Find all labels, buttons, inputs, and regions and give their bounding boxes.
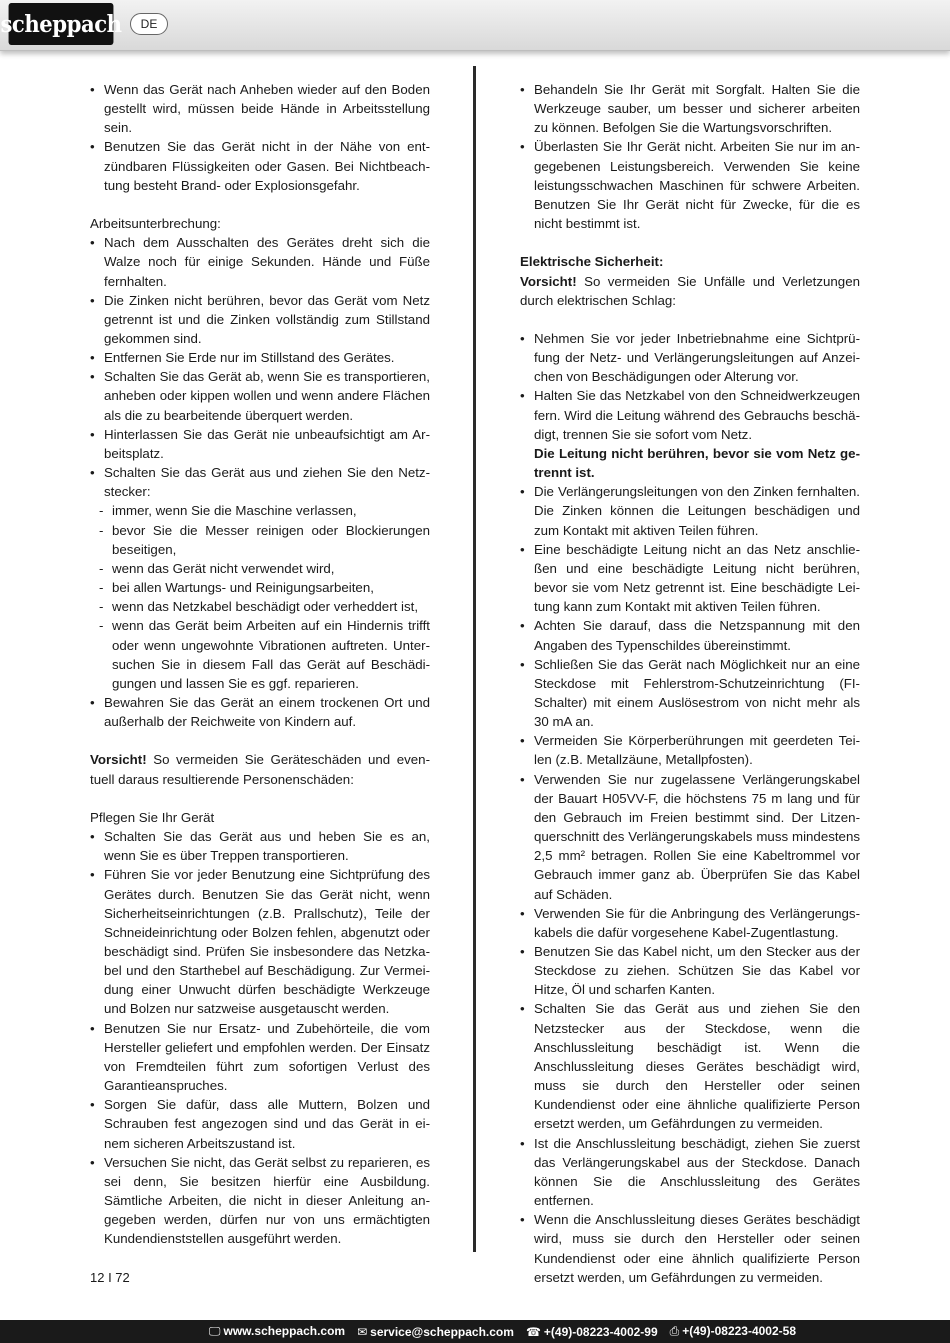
- bullet-marker: •: [90, 465, 95, 481]
- caution-paragraph: [520, 272, 860, 310]
- item-text: Entfernen Sie Erde nur im Stillstand des Gerätes.: [104, 350, 395, 366]
- item-text: wenn das Gerät beim Arbeiten auf ein Hindernis trifft oder wenn ungewohnte Vibrationen auftreten. Untersuchen Sie in diesem Fall das Gerät auf Beschädigungen und lassen Sie es ggf. reparieren.: [112, 618, 430, 691]
- caution-text: So vermeiden Sie Geräteschäden und eventuell daraus resultierende Personenschäden:: [90, 752, 430, 787]
- item-text: Nach dem Ausschalten des Gerätes dreht sich die Walze noch für einige Sekunden. Hände und Füße fernhalten.: [104, 235, 430, 289]
- spacer: [520, 310, 860, 329]
- item-text: Sorgen Sie dafür, dass alle Muttern, Bolzen und Schrauben fest angezogen sind und das Gerät in einem sicheren Arbeitszustand ist.: [104, 1097, 430, 1151]
- dash-item: [90, 616, 430, 693]
- item-text: Schalten Sie das Gerät ab, wenn Sie es transportieren, anheben oder kippen wollen und wenn andere Flächen als die zu bearbeitende überquert werden.: [104, 369, 430, 423]
- caution-paragraph: [90, 750, 430, 788]
- item-text: Schalten Sie das Gerät aus und ziehen Sie den Netzstecker aus der Steckdose, wenn die Anschlussleitung beschädigt ist. Wenn die Anschlussleitung dieses Gerätes beschädigt wird, muss sie durch den Hersteller oder seinen Kundendienst oder eine ähnliche qualifizierte Person ersetzt werden, um Gefährdungen zu vermeiden.: [534, 1001, 860, 1132]
- dash-marker: -: [99, 522, 104, 538]
- bullet-item: [520, 942, 860, 999]
- bullet-item: [520, 80, 860, 137]
- bullet-item: [90, 463, 430, 501]
- bullet-item: [520, 386, 860, 443]
- item-text: Führen Sie vor jeder Benutzung eine Sichtprüfung des Gerätes durch. Benutzen Sie das Gerät nicht, wenn Sicherheitseinrichtungen (z.B. Prallschutz), Teile der Schneideinrichtung oder Bolzen fehlen, abgenutzt oder beschädigt sind. Prüfen Sie insbesondere das Netzkabel und den Starthebel auf Beschädigung. Zur Vermeidung einer Unwucht dürfen beschädigte Werkzeuge und Bolzen nur satzweise ausgetauscht werden.: [104, 867, 430, 1017]
- language-badge: DE: [130, 13, 168, 35]
- item-text: Halten Sie das Netzkabel von den Schneidwerkzeugen fern. Wird die Leitung während des Gebrauchs beschädigt, trennen Sie sie sofort vom Netz.: [534, 388, 860, 442]
- footer-email[interactable]: ✉ service@scheppach.com: [357, 1324, 514, 1339]
- item-text: bei allen Wartungs- und Reinigungsarbeiten,: [112, 580, 374, 596]
- warning-note: Die Leitung nicht berühren, bevor sie vom Netz getrennt ist.: [534, 445, 860, 481]
- item-text: Überlasten Sie Ihr Gerät nicht. Arbeiten Sie nur im angegebenen Leistungsbereich. Verwenden Sie keine leistungsschwachen Maschinen für schwere Arbeiten. Benutzen Sie Ihr Gerät nicht für Zwecke, für die es nicht bestimmt ist.: [534, 139, 860, 232]
- bullet-item: [520, 1210, 860, 1287]
- bullet-item: [90, 865, 430, 1018]
- bullet-item: [90, 367, 430, 424]
- item-text: Schalten Sie das Gerät aus und heben Sie es an, wenn Sie es über Treppen transportieren.: [104, 829, 430, 864]
- bullet-item: [520, 770, 860, 904]
- dash-marker: -: [99, 618, 104, 634]
- dash-item: [90, 578, 430, 597]
- item-text: Nehmen Sie vor jeder Inbetriebnahme eine Sichtprüfung der Netz- und Verlängerungsleitungen auf Anzeichen von Beschädigungen oder Alterung vor.: [534, 331, 860, 385]
- bullet-item: [90, 827, 430, 865]
- item-text: Vermeiden Sie Körperberührungen mit geerdeten Teilen (z.B. Metallzäune, Metallpfosten).: [534, 733, 860, 768]
- bullet-item: [520, 1134, 860, 1211]
- dash-marker: -: [99, 580, 104, 596]
- bullet-item: [520, 137, 860, 233]
- fax-icon: ⎙: [669, 1324, 680, 1338]
- bullet-marker: •: [90, 369, 95, 385]
- item-text: Verwenden Sie für die Anbringung des Verlängerungskabels die dafür vorgesehene Kabel-Zugentlastung.: [534, 905, 860, 940]
- bullet-marker: •: [90, 82, 95, 97]
- section-label: Pflegen Sie Ihr Gerät: [90, 809, 215, 825]
- bullet-item: [520, 655, 860, 732]
- bullet-item: [520, 540, 860, 617]
- dash-item: [90, 521, 430, 559]
- item-text: Die Zinken nicht berühren, bevor das Gerät vom Netz getrennt ist und die Zinken vollständig zum Stillstand gekommen sind.: [104, 292, 430, 347]
- bullet-item: [90, 1019, 430, 1096]
- bullet-item: [90, 233, 430, 290]
- bullet-marker: •: [90, 1154, 95, 1170]
- bullet-marker: •: [90, 1020, 95, 1036]
- bullet-marker: •: [90, 350, 95, 366]
- bullet-marker: •: [520, 82, 525, 97]
- item-text: Benutzen Sie das Kabel nicht, um den Stecker aus der Steckdose zu ziehen. Schützen Sie das Kabel vor Hitze, Öl und scharfen Kanten.: [534, 944, 860, 998]
- dash-item: [90, 559, 430, 578]
- item-text: wenn das Netzkabel beschädigt oder verheddert ist,: [112, 599, 419, 615]
- right-column: [520, 80, 860, 1287]
- bullet-item: [90, 1153, 430, 1249]
- item-text: Wenn das Gerät nach Anheben wieder auf den Boden gestellt wird, müssen beide Hände in Arbeitsstellung sein.: [104, 82, 430, 136]
- bullet-item: [520, 482, 860, 539]
- caution-label: Vorsicht!: [90, 752, 147, 768]
- dash-item: [90, 501, 430, 520]
- bullet-item: [90, 137, 430, 194]
- bullet-marker: •: [520, 331, 525, 346]
- footer-phone: ☎ +(49)-08223-4002-99: [525, 1324, 658, 1339]
- monitor-icon: 🖵: [208, 1324, 221, 1338]
- item-text: Ist die Anschlussleitung beschädigt, ziehen Sie zuerst das Verlängerungskabel aus der Steckdose. Danach können Sie die Anschlussleitung des Gerätes entfernen.: [534, 1135, 860, 1209]
- bullet-item: [90, 291, 430, 348]
- bullet-marker: •: [520, 905, 525, 921]
- item-text: Hinterlassen Sie das Gerät nie unbeaufsichtigt am Arbeitsplatz.: [104, 426, 430, 461]
- dash-marker: -: [99, 503, 104, 519]
- item-text: Behandeln Sie Ihr Gerät mit Sorgfalt. Halten Sie die Werkzeuge sauber, um besser und sicherer arbeiten zu können. Befolgen Sie die Wartungsvorschriften.: [534, 82, 860, 136]
- item-text: Achten Sie darauf, dass die Netzspannung mit den Angaben des Typenschildes übereinstimmt.: [534, 618, 860, 653]
- bullet-marker: •: [520, 388, 525, 404]
- item-text: Versuchen Sie nicht, das Gerät selbst zu reparieren, es sei denn, Sie besitzen hierfür eine Ausbildung. Sämtliche Arbeiten, die nicht in dieser Anleitung angegeben werden, dürfen nur von uns ermächtigten Kundendienststellen ausgeführt werden.: [104, 1154, 430, 1247]
- bullet-marker: •: [520, 944, 525, 959]
- bullet-marker: •: [90, 139, 95, 155]
- item-text: Eine beschädigte Leitung nicht an das Netz anschließen und eine beschädigte Leitung nicht berühren, bevor sie vom Netz getrennt ist. Eine beschädigte Leitung kann zum Kontakt mit aktiven Teilen führen.: [534, 541, 860, 615]
- item-text: Die Verlängerungsleitungen von den Zinken fernhalten. Die Zinken können die Leitungen beschädigen und zum Kontakt mit aktiven Teilen führen.: [534, 484, 860, 538]
- column-divider: [473, 66, 476, 1252]
- bullet-item: [520, 731, 860, 769]
- bullet-marker: •: [90, 694, 95, 710]
- bullet-marker: •: [520, 139, 525, 155]
- bullet-item: [90, 1095, 430, 1152]
- bullet-marker: •: [90, 292, 95, 308]
- bullet-item: [90, 425, 430, 463]
- item-text: immer, wenn Sie die Maschine verlassen,: [112, 503, 357, 519]
- dash-item: [90, 597, 430, 616]
- bullet-marker: •: [90, 1097, 95, 1113]
- footer-fax: ⎙ +(49)-08223-4002-58: [669, 1324, 796, 1338]
- page-number: 12 I 72: [90, 1270, 130, 1285]
- bullet-marker: •: [520, 484, 525, 500]
- section-heading: Elektrische Sicherheit:: [520, 254, 664, 270]
- dash-marker: -: [99, 599, 104, 615]
- footer-website[interactable]: 🖵 www.scheppach.com: [208, 1324, 346, 1338]
- bullet-item: [520, 616, 860, 654]
- caution-text: So vermeiden Sie Unfälle und Verletzungen durch elektrischen Schlag:: [520, 273, 860, 308]
- spacer: [90, 731, 430, 750]
- bullet-marker: •: [520, 541, 525, 557]
- scheppach-logo: scheppach: [9, 3, 114, 45]
- item-text: bevor Sie die Messer reinigen oder Blockierungen beseitigen,: [112, 522, 430, 557]
- bullet-marker: •: [90, 235, 95, 251]
- item-text: Benutzen Sie das Gerät nicht in der Nähe von entzündbaren Flüssigkeiten oder Gasen. Bei Nichtbeachtung besteht Brand- oder Explosionsgefahr.: [104, 139, 430, 193]
- bullet-item: [90, 693, 430, 731]
- bullet-marker: •: [90, 867, 95, 883]
- bullet-marker: •: [90, 829, 95, 845]
- bullet-marker: •: [520, 733, 525, 749]
- bullet-marker: •: [90, 426, 95, 442]
- item-text: wenn das Gerät nicht verwendet wird,: [112, 560, 335, 576]
- item-text: Schalten Sie das Gerät aus und ziehen Sie den Netzstecker:: [104, 465, 430, 500]
- item-text: Verwenden Sie nur zugelassene Verlängerungskabel der Bauart H05VV-F, die höchstens 75 m lang und für den Gebrauch im Freien bestimmt sind. Der Litzenquerschnitt des Verlängerungskabels muss mindestens 2,5 mm² betragen. Rollen Sie eine Kabeltrommel vor Gebrauch immer ganz ab. Überprüfen Sie das Kabel auf Schäden.: [534, 771, 860, 902]
- spacer: [520, 233, 860, 252]
- bullet-marker: •: [520, 1135, 525, 1151]
- caution-label: Vorsicht!: [520, 273, 577, 289]
- mail-icon: ✉: [357, 1324, 368, 1339]
- bullet-marker: •: [520, 1212, 525, 1228]
- spacer: [90, 195, 430, 214]
- bullet-item: [90, 348, 430, 367]
- bullet-marker: •: [520, 618, 525, 634]
- dash-marker: -: [99, 560, 104, 576]
- page-footer: [0, 1320, 950, 1343]
- bullet-item: [90, 80, 430, 137]
- bullet-marker: •: [520, 771, 525, 787]
- item-text: Wenn die Anschlussleitung dieses Gerätes beschädigt wird, muss sie durch den Hersteller oder seinen Kundendienst oder eine ähnlich qualifizierte Person ersetzt werden, um Gefährdungen zu vermeiden.: [534, 1212, 860, 1285]
- page-header: [0, 0, 950, 51]
- section-label: Arbeitsunterbrechung:: [90, 216, 221, 232]
- item-text: Bewahren Sie das Gerät an einem trockenen Ort und außerhalb der Reichweite von Kindern auf.: [104, 694, 430, 730]
- bullet-item: [520, 999, 860, 1133]
- bullet-marker: •: [520, 656, 525, 672]
- bullet-item: [520, 329, 860, 386]
- bullet-item: [520, 904, 860, 942]
- item-text: Benutzen Sie nur Ersatz- und Zubehörteile, die vom Hersteller geliefert und empfohlen werden. Der Einsatz von Fremdteilen führt zum sofortigen Verlust des Garantieanspruches.: [104, 1020, 430, 1094]
- item-text: Schließen Sie das Gerät nach Möglichkeit nur an eine Steckdose mit Fehlerstrom-Schutzeinrichtung (FI-Schalter) mit einem Auslösestrom von nicht mehr als 30 mA an.: [534, 656, 860, 730]
- phone-icon: ☎: [525, 1324, 541, 1339]
- left-column: [90, 80, 430, 1248]
- bullet-marker: •: [520, 1001, 525, 1017]
- spacer: [90, 789, 430, 808]
